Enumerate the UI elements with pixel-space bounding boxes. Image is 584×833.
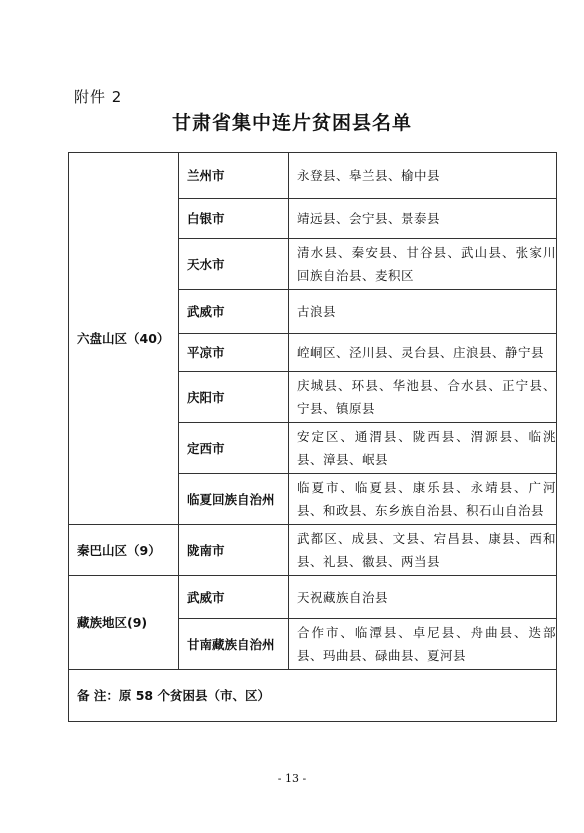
- counties-cell: 古浪县: [289, 290, 557, 334]
- table-row: [69, 670, 557, 722]
- city-cell: 平凉市: [179, 334, 289, 372]
- city-cell: 武威市: [179, 576, 289, 619]
- table-row: [69, 153, 557, 199]
- city-cell: 兰州市: [179, 153, 289, 199]
- city-cell: 武威市: [179, 290, 289, 334]
- region-cell: 六盘山区（40）: [69, 153, 179, 525]
- city-cell: 白银市: [179, 199, 289, 239]
- city-cell: 庆阳市: [179, 372, 289, 423]
- table-row: [69, 525, 557, 576]
- region-cell: 藏族地区(9): [69, 576, 179, 670]
- counties-cell: 临夏市、临夏县、康乐县、永靖县、广河县、和政县、东乡族自治县、积石山自治县: [289, 474, 557, 525]
- region-cell: 秦巴山区（9）: [69, 525, 179, 576]
- poverty-county-table: [68, 152, 557, 722]
- attachment-label: 附件 2: [74, 88, 123, 106]
- city-cell: 甘南藏族自治州: [179, 619, 289, 670]
- counties-cell: 庆城县、环县、华池县、合水县、正宁县、宁县、镇原县: [289, 372, 557, 423]
- counties-cell: 武都区、成县、文县、宕昌县、康县、西和县、礼县、徽县、两当县: [289, 525, 557, 576]
- city-cell: 临夏回族自治州: [179, 474, 289, 525]
- city-cell: 陇南市: [179, 525, 289, 576]
- counties-cell: 安定区、通渭县、陇西县、渭源县、临洮县、漳县、岷县: [289, 423, 557, 474]
- counties-cell: 永登县、皋兰县、榆中县: [289, 153, 557, 199]
- city-cell: 天水市: [179, 239, 289, 290]
- table-row: [69, 576, 557, 619]
- counties-cell: 靖远县、会宁县、景泰县: [289, 199, 557, 239]
- city-cell: 定西市: [179, 423, 289, 474]
- counties-cell: 清水县、秦安县、甘谷县、武山县、张家川回族自治县、麦积区: [289, 239, 557, 290]
- counties-cell: 天祝藏族自治县: [289, 576, 557, 619]
- page-number: - 13 -: [277, 772, 307, 785]
- note-cell: 备 注：原 58 个贫困县（市、区）: [69, 670, 557, 722]
- page-title: 甘肃省集中连片贫困县名单: [171, 112, 412, 134]
- counties-cell: 合作市、临潭县、卓尼县、舟曲县、迭部县、玛曲县、碌曲县、夏河县: [289, 619, 557, 670]
- counties-cell: 崆峒区、泾川县、灵台县、庄浪县、静宁县: [289, 334, 557, 372]
